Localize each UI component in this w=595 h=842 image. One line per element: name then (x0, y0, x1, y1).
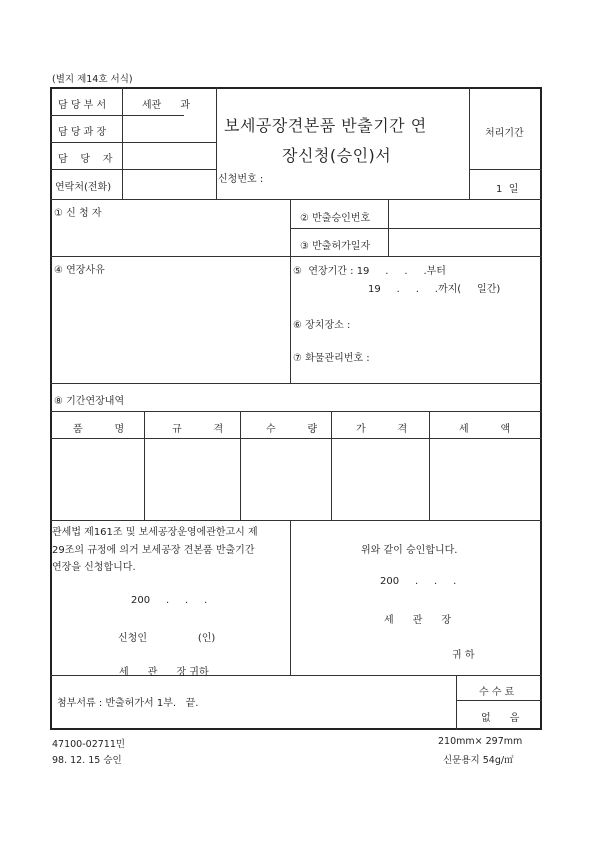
storage-location-label: ⑥ 장치장소 : (293, 320, 351, 331)
vline-col4 (429, 411, 430, 520)
officer-label: 담 당 자 (58, 154, 113, 165)
divider-header (50, 199, 542, 200)
column-quantity: 수 량 (266, 424, 318, 435)
footer-approved: 98. 12. 15 승인 (52, 755, 122, 766)
vline-section4 (290, 520, 291, 675)
approval-text: 위와 같이 승인합니다. (361, 545, 458, 556)
approver-to: 귀 하 (452, 650, 475, 661)
vline-col2 (240, 411, 241, 520)
vline-fee (456, 675, 457, 730)
statement-line2: 29조의 규정에 의거 보세공장 견본품 반출기간 (52, 545, 255, 556)
divider-section4 (50, 520, 542, 521)
column-tax: 세 액 (459, 424, 511, 435)
divider-fee (456, 700, 542, 701)
form-title-line1: 보세공장견본품 반출기간 연 (224, 116, 427, 135)
footer-size: 210mm× 297mm (438, 736, 523, 747)
divider-table-top (50, 411, 542, 412)
statement-line3: 연장을 신청합니다. (52, 562, 136, 573)
dept-value: 세관 과 (142, 100, 191, 111)
divider-approval (290, 228, 542, 229)
extension-period-from: ⑤ 연장기간 : 19 . . .부터 (293, 266, 446, 277)
cargo-number-label: ⑦ 화물관리번호 : (293, 353, 370, 364)
processing-period-value: 1 일 (496, 184, 519, 195)
approver: 세 관 장 (384, 615, 452, 626)
processing-period-label: 처리기간 (485, 128, 524, 139)
permit-date-label: ③ 반출허가일자 (300, 241, 371, 252)
footer-paper: 신문용지 54g/㎡ (443, 755, 514, 766)
form-title-line2: 장신청(승인)서 (282, 146, 392, 165)
application-number-label: 신청번호 : (218, 174, 264, 185)
footer-code: 47100-02711민 (52, 739, 126, 750)
divider-row2 (50, 142, 216, 143)
vline-section12 (290, 199, 291, 383)
divider-row3 (50, 169, 216, 170)
column-item-name: 품 명 (73, 424, 125, 435)
application-date: 200 . . . (131, 595, 208, 606)
form-number: (별지 제14호 서식) (52, 74, 133, 85)
approval-date: 200 . . . (380, 576, 457, 587)
addressee: 세 관 장 귀하 (119, 667, 209, 678)
divider-row1 (50, 115, 184, 116)
divider-section3 (50, 383, 542, 384)
applicant-label: ① 신 청 자 (54, 208, 102, 219)
dept-label: 담 당 부 서 (58, 100, 107, 111)
fee-label: 수 수 료 (479, 687, 515, 698)
statement-line1: 관세법 제161조 및 보세공장운영에관한고시 제 (52, 527, 258, 538)
vline-title-left (216, 87, 217, 199)
vline-col1 (144, 411, 145, 520)
vline-approval (388, 199, 389, 256)
divider-table-header (50, 438, 542, 439)
extension-reason-label: ④ 연장사유 (54, 265, 105, 276)
column-spec: 규 격 (172, 424, 224, 435)
vline-col3 (331, 411, 332, 520)
vline-label (122, 87, 123, 199)
fee-value: 없 음 (481, 713, 520, 724)
approval-number-label: ② 반출승인번호 (300, 213, 371, 224)
divider-period (469, 169, 542, 170)
applicant-signature: 신청인 (인) (118, 633, 216, 644)
vline-title-right (469, 87, 470, 199)
attachments: 첨부서류 : 반출허가서 1부. 끝. (57, 698, 199, 709)
section-chief-label: 담 당 과 장 (58, 127, 107, 138)
divider-section2 (50, 256, 542, 257)
contact-label: 연락처(전화) (55, 182, 112, 193)
column-price: 가 격 (356, 424, 408, 435)
extension-details-title: ⑧ 기간연장내역 (54, 396, 125, 407)
extension-period-to: 19 . . .까지( 일간) (368, 284, 501, 295)
